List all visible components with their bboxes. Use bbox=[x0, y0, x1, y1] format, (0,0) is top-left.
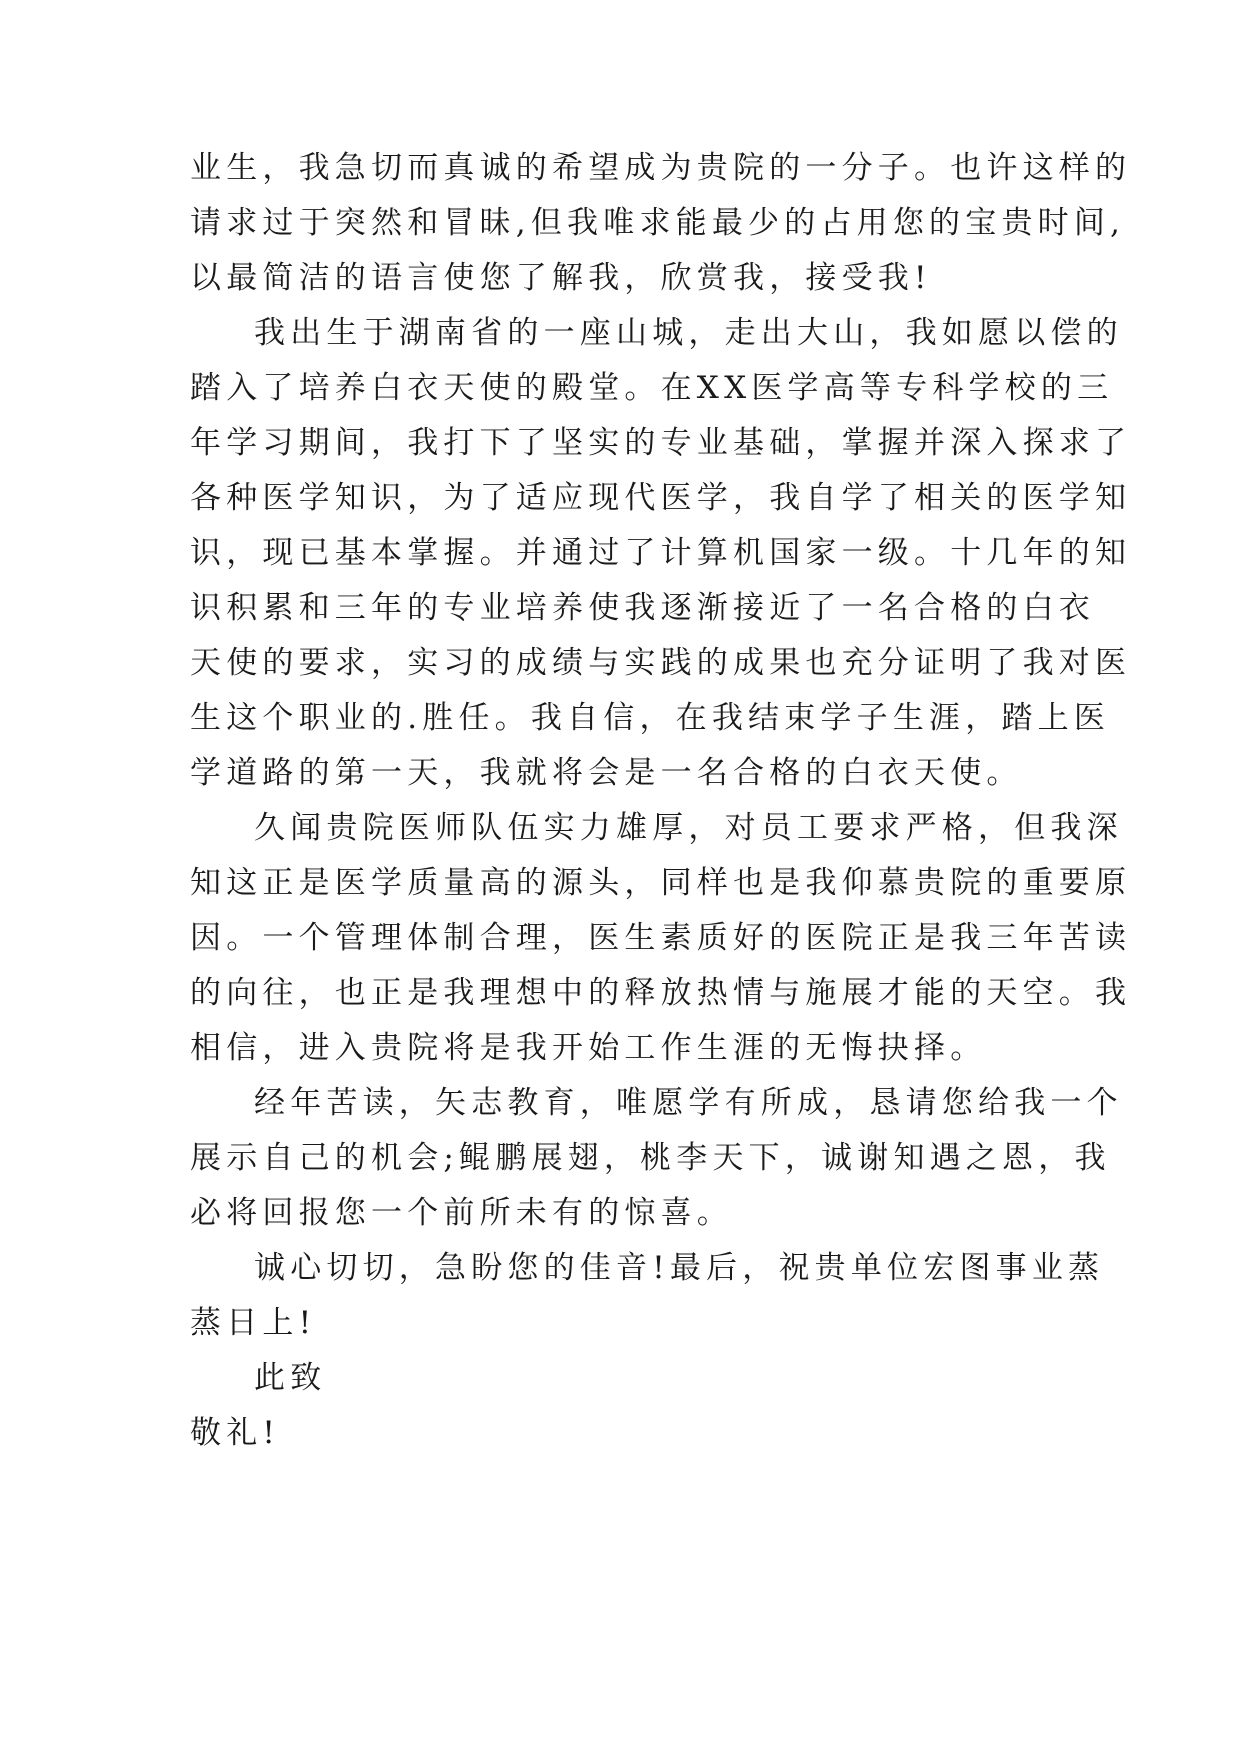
letter-line: 请求过于突然和冒昧,但我唯求能最少的占用您的宝贵时间, bbox=[190, 205, 1126, 241]
letter-line: 因。一个管理体制合理，医生素质好的医院正是我三年苦读 bbox=[190, 920, 1132, 956]
letter-line: 必将回报您一个前所未有的惊喜。 bbox=[190, 1195, 733, 1231]
letter-line: 以最简洁的语言使您了解我，欣赏我，接受我! bbox=[190, 260, 932, 296]
letter-line: 学道路的第一天，我就将会是一名合格的白衣天使。 bbox=[190, 755, 1023, 791]
letter-line: 识积累和三年的专业培养使我逐渐接近了一名合格的白衣 bbox=[190, 590, 1095, 626]
letter-line: 各种医学知识，为了适应现代医学，我自学了相关的医学知 bbox=[190, 480, 1132, 516]
letter-line: 经年苦读，矢志教育，唯愿学有所成，恳请您给我一个 bbox=[254, 1085, 1123, 1121]
letter-line: 生这个职业的.胜任。我自信，在我结束学子生涯，踏上医 bbox=[190, 700, 1111, 736]
letter-line: 天使的要求，实习的成绩与实践的成果也充分证明了我对医 bbox=[190, 645, 1132, 681]
letter-line: 踏入了培养白衣天使的殿堂。在XX医学高等专科学校的三 bbox=[190, 370, 1114, 406]
letter-line: 业生，我急切而真诚的希望成为贵院的一分子。也许这样的 bbox=[190, 150, 1132, 186]
letter-line: 蒸日上! bbox=[190, 1305, 317, 1341]
letter-line: 我出生于湖南省的一座山城，走出大山，我如愿以偿的 bbox=[254, 315, 1123, 351]
letter-line: 展示自己的机会;鲲鹏展翅，桃李天下，诚谢知遇之恩，我 bbox=[190, 1140, 1111, 1176]
closing-salutation: 此致 bbox=[254, 1360, 327, 1396]
letter-line: 久闻贵院医师队伍实力雄厚，对员工要求严格，但我深 bbox=[254, 810, 1123, 846]
letter-line: 知这正是医学质量高的源头，同样也是我仰慕贵院的重要原 bbox=[190, 865, 1132, 901]
closing-regards: 敬礼! bbox=[190, 1415, 281, 1451]
letter-line: 的向往，也正是我理想中的释放热情与施展才能的天空。我 bbox=[190, 975, 1132, 1011]
letter-line: 识，现已基本掌握。并通过了计算机国家一级。十几年的知 bbox=[190, 535, 1132, 571]
letter-line: 诚心切切，急盼您的佳音!最后，祝贵单位宏图事业蒸 bbox=[254, 1250, 1105, 1286]
letter-line: 年学习期间，我打下了坚实的专业基础，掌握并深入探求了 bbox=[190, 425, 1132, 461]
letter-line: 相信，进入贵院将是我开始工作生涯的无悔抉择。 bbox=[190, 1030, 987, 1066]
